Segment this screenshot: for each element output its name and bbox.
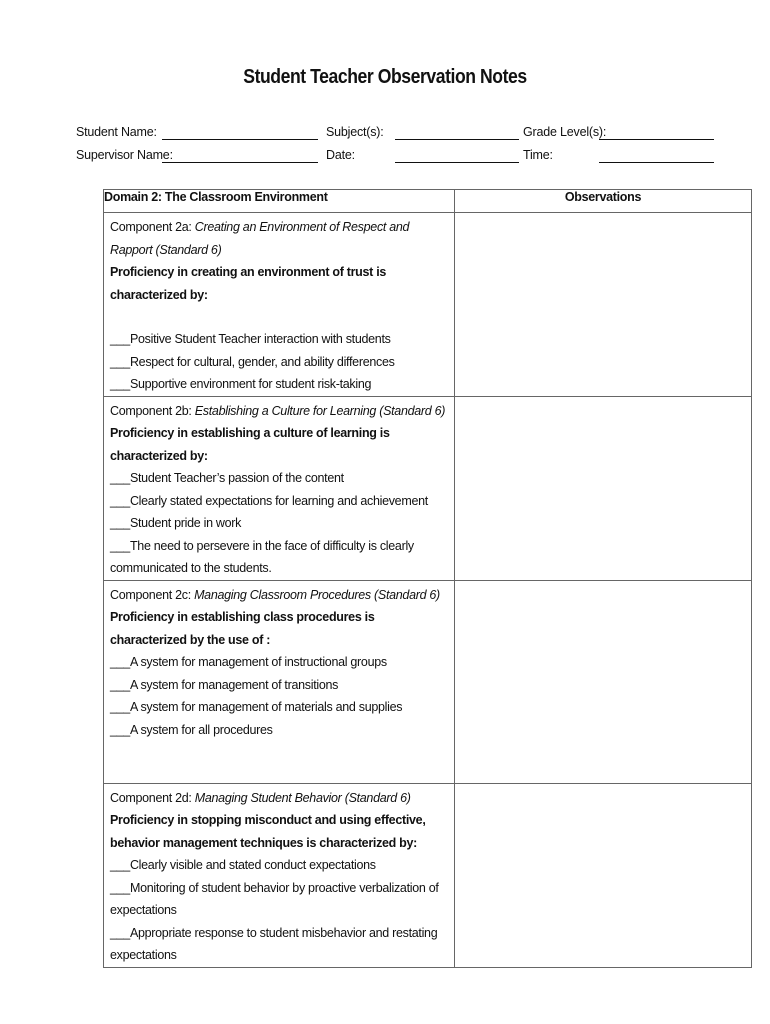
time-field[interactable] xyxy=(599,162,714,163)
checklist-item: ___A system for management of transitions xyxy=(110,677,339,692)
date-label: Date: xyxy=(326,148,355,162)
checklist-item: ___Monitoring of student behavior by proactive verbalization of expectations xyxy=(110,880,439,917)
observations-cell-2d[interactable] xyxy=(455,783,752,967)
checklist-item: ___Clearly stated expectations for learning and achievement xyxy=(110,493,428,508)
supervisor-name-field[interactable] xyxy=(162,162,318,163)
component-label: Component 2a: xyxy=(110,220,192,234)
component-2c-cell xyxy=(104,580,455,783)
observations-header: Observations xyxy=(455,190,752,213)
subjects-field[interactable] xyxy=(395,139,519,140)
component-title: Establishing a Culture for Learning (Standard 6) xyxy=(194,403,446,418)
table-row xyxy=(104,783,752,967)
checklist-item: ___A system for management of instructional groups xyxy=(110,655,387,669)
observations-cell-2a[interactable] xyxy=(455,213,752,397)
date-field[interactable] xyxy=(395,162,519,163)
component-2a-cell xyxy=(104,213,455,397)
checklist-item: ___Positive Student Teacher interaction with students xyxy=(110,332,391,346)
student-name-field[interactable] xyxy=(162,139,318,140)
supervisor-name-label: Supervisor Name: xyxy=(76,148,173,162)
component-label: Component 2c: xyxy=(110,587,191,602)
checklist-item: ___Clearly visible and stated conduct expectations xyxy=(110,858,376,872)
checklist-item: ___A system for all procedures xyxy=(110,722,273,737)
observations-cell-2b[interactable] xyxy=(455,396,752,580)
proficiency-text: Proficiency in creating an environment of trust is characterized by: xyxy=(110,265,387,302)
component-2b-cell xyxy=(104,396,455,580)
component-label: Component 2b: xyxy=(110,403,192,418)
checklist-item: ___A system for management of materials and supplies xyxy=(110,700,403,714)
checklist-item: ___Student pride in work xyxy=(110,516,242,530)
component-title: Managing Classroom Procedures (Standard 6) xyxy=(194,587,440,602)
component-title: Creating an Environment of Respect and Rapport (Standard 6) xyxy=(110,220,410,257)
checklist-item: ___The need to persevere in the face of difficulty is clearly communicated to the students. xyxy=(110,538,414,575)
page-title: Student Teacher Observation Notes xyxy=(243,66,527,88)
observation-table xyxy=(103,189,752,968)
student-name-label: Student Name: xyxy=(76,125,157,139)
table-row xyxy=(104,396,752,580)
checklist-item: ___Student Teacher’s passion of the content xyxy=(110,471,344,485)
grade-levels-label: Grade Level(s): xyxy=(523,125,607,139)
time-label: Time: xyxy=(523,148,553,162)
subjects-label: Subject(s): xyxy=(326,125,384,139)
checklist-item: ___Supportive environment for student risk-taking xyxy=(110,377,372,391)
proficiency-text: Proficiency in stopping misconduct and using effective, behavior management techniques is characterized by: xyxy=(110,813,426,850)
checklist-item: ___Appropriate response to student misbehavior and restating expectations xyxy=(110,925,438,962)
proficiency-text: Proficiency in establishing class procedures is characterized by the use of : xyxy=(110,610,375,647)
component-title: Managing Student Behavior (Standard 6) xyxy=(194,790,411,805)
proficiency-text: Proficiency in establishing a culture of learning is characterized by: xyxy=(110,426,390,463)
table-row xyxy=(104,213,752,397)
component-2d-cell xyxy=(104,783,455,967)
observations-cell-2c[interactable] xyxy=(455,580,752,783)
domain-header: Domain 2: The Classroom Environment xyxy=(104,190,455,213)
table-row xyxy=(104,580,752,783)
component-label: Component 2d: xyxy=(110,790,192,805)
grade-levels-field[interactable] xyxy=(599,139,714,140)
checklist-item: ___Respect for cultural, gender, and ability differences xyxy=(110,354,395,369)
